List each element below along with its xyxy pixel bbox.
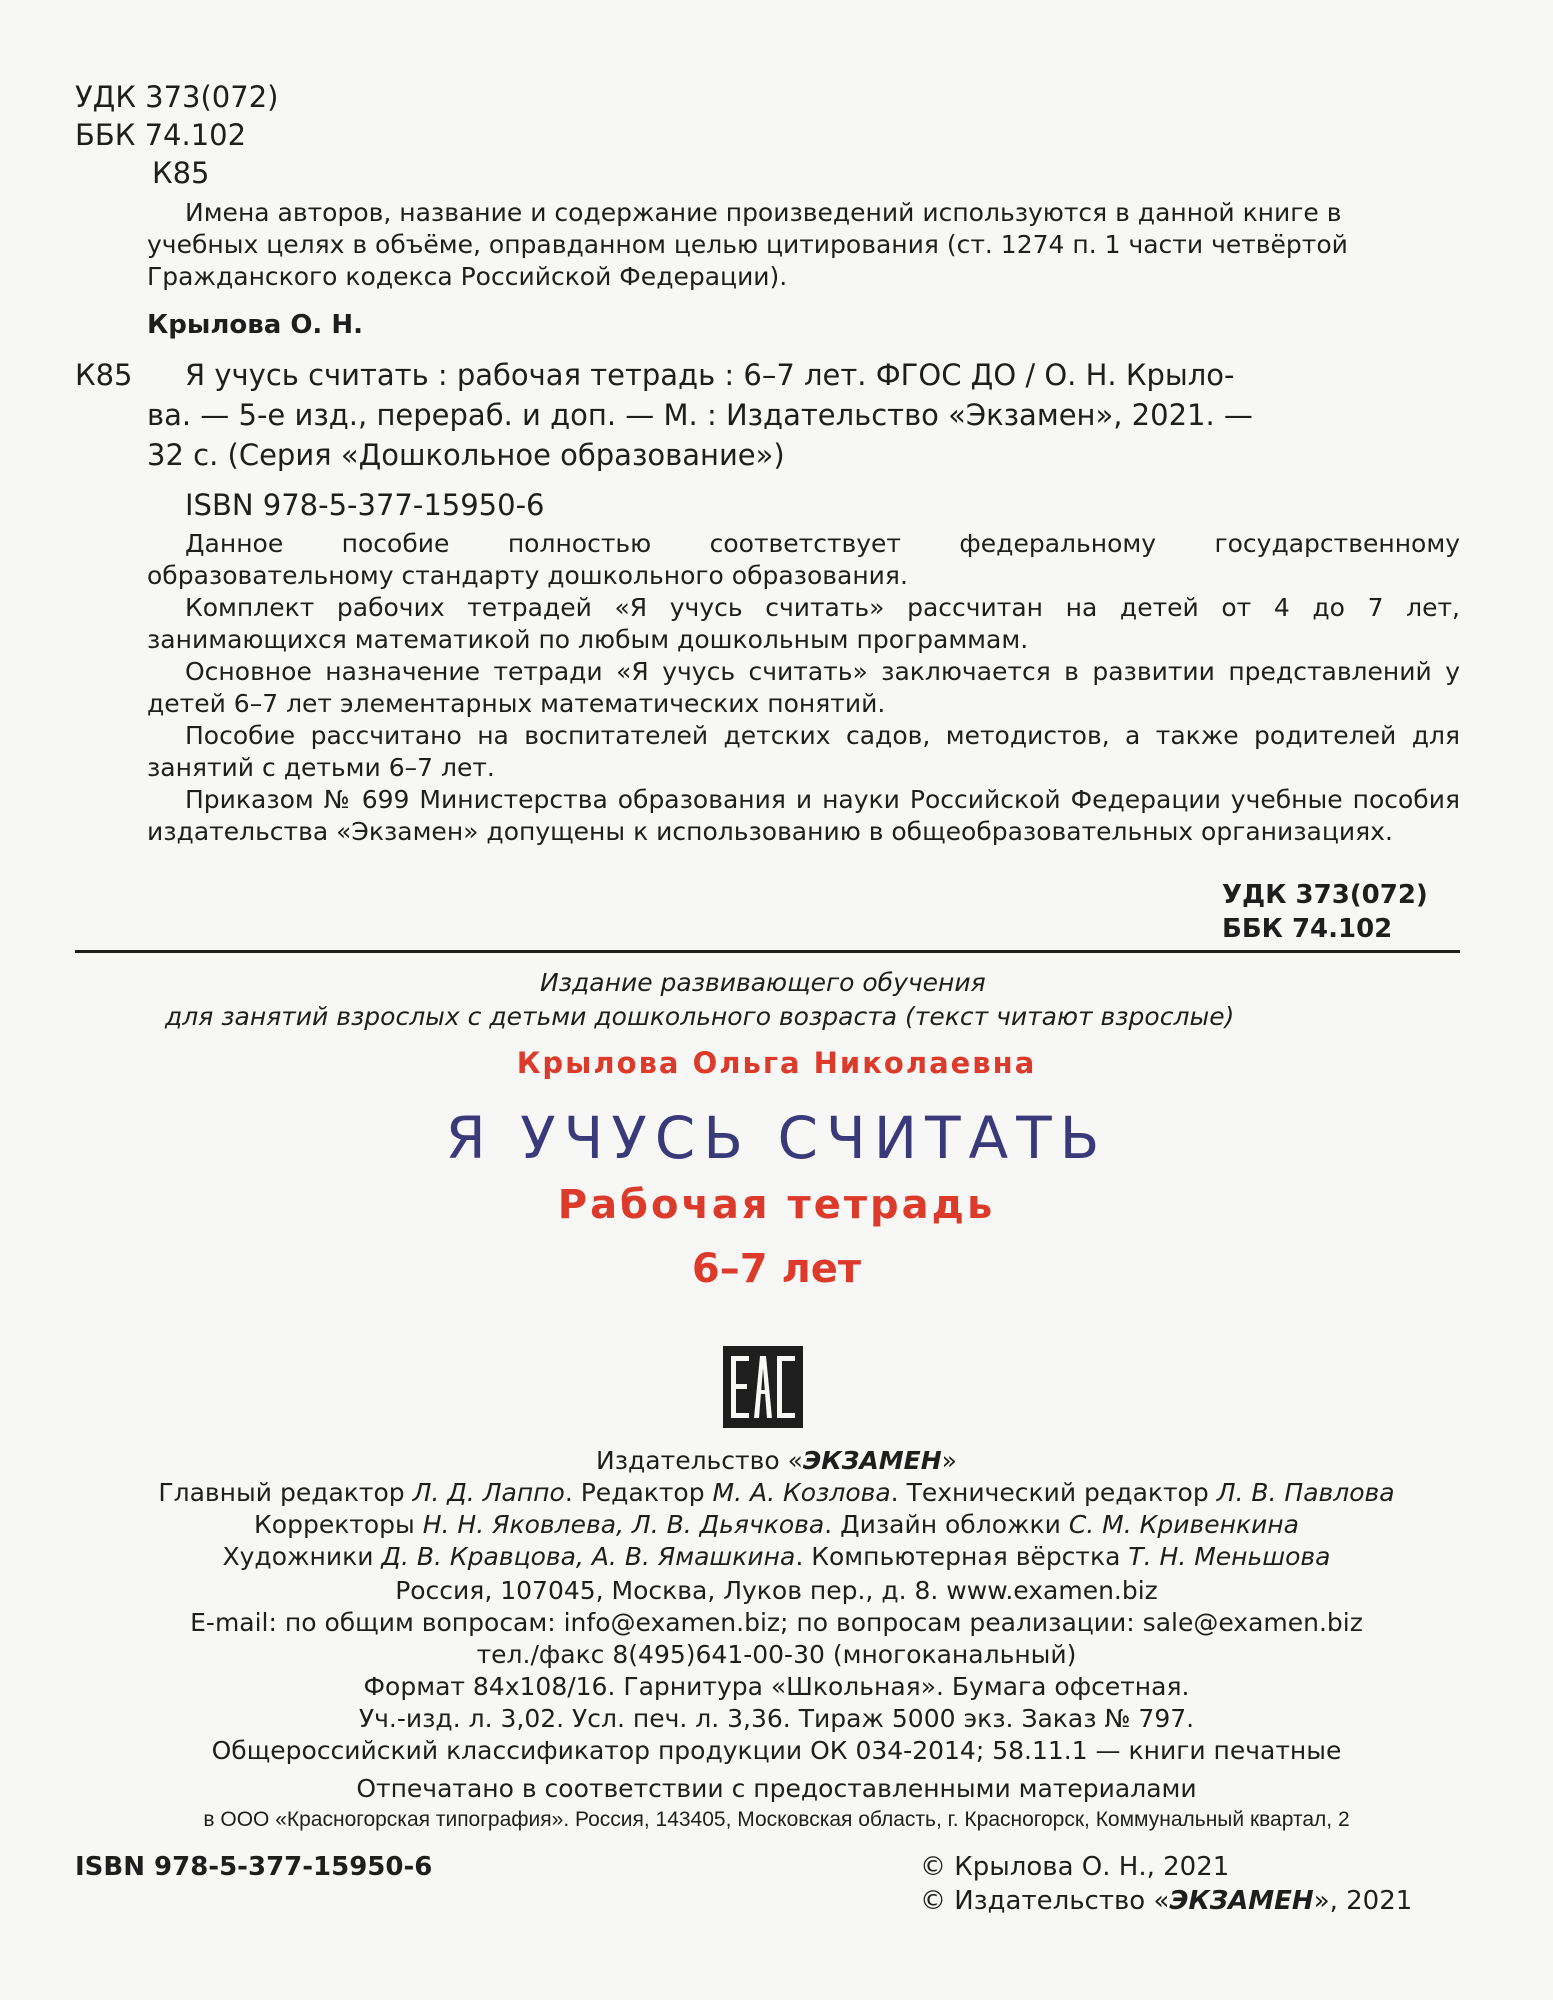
credit-name: Д. В. Кравцова, А. В. Ямашкина	[381, 1542, 796, 1571]
udk-code: УДК 373(072)	[75, 80, 279, 114]
imprint-line: Россия, 107045, Москва, Луков пер., д. 8. www.examen.biz	[395, 1576, 1158, 1605]
author-heading: Крылова О. Н.	[147, 310, 363, 340]
credit-role: . Редактор	[564, 1478, 713, 1507]
bib-isbn: ISBN 978-5-377-15950-6	[185, 488, 545, 522]
udk-bold: УДК 373(072)	[1222, 880, 1428, 910]
notice-line-2: учебных целях в объёме, оправданном целью цитирования (ст. 1274 п. 1 части четвёртой	[147, 230, 1348, 259]
author-full-name: Крылова Ольга Николаевна	[516, 1046, 1037, 1080]
publisher-line	[0, 1446, 1553, 1475]
notice-line-1: Имена авторов, название и содержание произведений используются в данной книге в	[185, 198, 1342, 227]
credit-role: Главный редактор	[158, 1478, 413, 1507]
credit-role: . Технический редактор	[890, 1478, 1217, 1507]
credit-name: Т. Н. Меньшова	[1128, 1542, 1331, 1571]
bbk-bold: ББК 74.102	[1222, 914, 1393, 944]
copyright-publisher-name: ЭКЗАМЕН	[1169, 1886, 1314, 1916]
edition-line-1: Издание развивающего обучения	[540, 968, 986, 997]
annotation-paragraph: Основное назначение тетради «Я учусь считать» заключается в развитии представлений у детей 6–7 лет элементарных математических понятий.	[147, 657, 1460, 718]
copyright-author: © Крылова О. Н., 2021	[920, 1852, 1230, 1882]
bib-line-3: 32 с. (Серия «Дошкольное образование»)	[147, 438, 785, 472]
bbk-code: ББК 74.102	[75, 118, 247, 152]
credit-role: . Компьютерная вёрстка	[795, 1542, 1129, 1571]
publisher-name: ЭКЗАМЕН	[802, 1446, 942, 1475]
copyright-prefix: © Издательство «	[920, 1886, 1170, 1916]
book-title: Я УЧУСЬ СЧИТАТЬ	[445, 1104, 1108, 1172]
edition-line-2: для занятий взрослых с детьми дошкольного возраста (текст читают взрослые)	[165, 1002, 1235, 1031]
eac-mark-icon	[723, 1346, 803, 1428]
author-mark: К85	[152, 156, 210, 190]
bib-author-mark: К85	[75, 358, 133, 392]
divider	[75, 950, 1460, 953]
publisher-suffix: »	[941, 1446, 957, 1475]
imprint-line: Формат 84х108/16. Гарнитура «Школьная». Бумага офсетная.	[363, 1672, 1190, 1701]
annotation-paragraph: Пособие рассчитано на воспитателей детских садов, методистов, а также родителей для занятий с детьми 6–7 лет.	[147, 721, 1460, 782]
credit-name: Н. Н. Яковлева, Л. В. Дьячкова	[422, 1510, 825, 1539]
credit-role: Корректоры	[254, 1510, 423, 1539]
printer-line-2: в ООО «Красногорская типография». Россия, 143405, Московская область, г. Красногорск, Коммунальный квартал, 2	[203, 1808, 1350, 1831]
credits-line	[0, 1542, 1553, 1571]
annotation-paragraph: Данное пособие полностью соответствует федеральному государственному образовательному стандарту дошкольного образования.	[147, 529, 1460, 590]
credit-role: . Дизайн обложки	[824, 1510, 1069, 1539]
notice-line-3: Гражданского кодекса Российской Федерации).	[147, 262, 788, 291]
credit-name: Л. Д. Лаппо	[412, 1478, 565, 1507]
imprint-line: E-mail: по общим вопросам: info@examen.biz; по вопросам реализации: sale@examen.biz	[190, 1608, 1363, 1637]
credit-name: Л. В. Павлова	[1216, 1478, 1395, 1507]
credit-name: М. А. Козлова	[712, 1478, 891, 1507]
imprint-line: тел./факс 8(495)641-00-30 (многоканальный)	[476, 1640, 1077, 1669]
book-age: 6–7 лет	[691, 1246, 862, 1292]
bib-line-1: Я учусь считать : рабочая тетрадь : 6–7 лет. ФГОС ДО / О. Н. Крыло-	[185, 358, 1235, 392]
credit-role: Художники	[222, 1542, 382, 1571]
printer-line-1: Отпечатано в соответствии с предоставленными материалами	[356, 1774, 1197, 1803]
imprint-line: Общероссийский классификатор продукции ОК 034-2014; 58.11.1 — книги печатные	[211, 1736, 1342, 1765]
annotation-paragraph: Комплект рабочих тетрадей «Я учусь считать» рассчитан на детей от 4 до 7 лет, занимающихся математикой по любым дошкольным программам.	[147, 593, 1460, 654]
footer-isbn: ISBN 978-5-377-15950-6	[75, 1852, 433, 1882]
imprint-line: Уч.-изд. л. 3,02. Усл. печ. л. 3,36. Тираж 5000 экз. Заказ № 797.	[358, 1704, 1195, 1733]
credits-line	[0, 1478, 1553, 1507]
copyright-publisher	[920, 1886, 1412, 1916]
annotation-paragraph: Приказом № 699 Министерства образования и науки Российской Федерации учебные пособия издательства «Экзамен» допущены к использованию в общеобразовательных организациях.	[147, 785, 1460, 846]
copyright-suffix: », 2021	[1313, 1886, 1413, 1916]
publisher-prefix: Издательство «	[596, 1446, 803, 1475]
credits-line	[0, 1510, 1553, 1539]
book-subtitle: Рабочая тетрадь	[557, 1182, 996, 1228]
credit-name: С. М. Кривенкина	[1068, 1510, 1299, 1539]
bib-line-2: ва. — 5-е изд., перераб. и доп. — М. : Издательство «Экзамен», 2021. —	[147, 398, 1253, 432]
